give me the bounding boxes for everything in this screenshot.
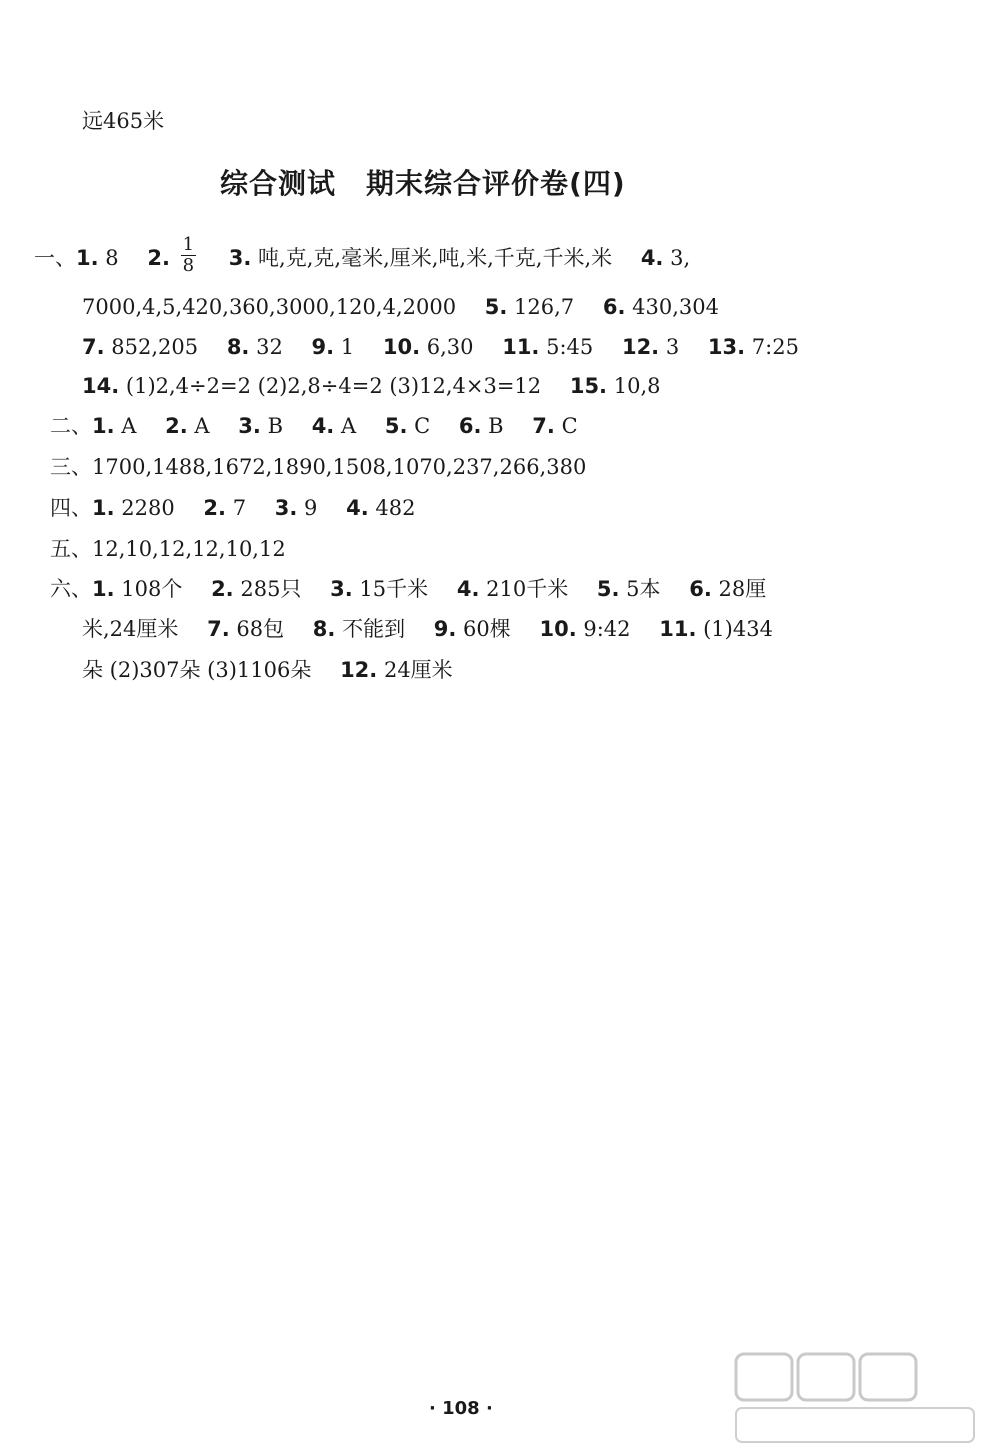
section-3-line: [50, 452, 586, 482]
answer: 9: [304, 496, 318, 520]
section-1-line-1: [34, 234, 691, 280]
answer: B: [488, 414, 504, 438]
answer: 8: [105, 246, 119, 270]
answer: 米,24厘米: [82, 617, 179, 641]
answer: 1700,1488,1672,1890,1508,1070,237,266,380: [92, 455, 587, 479]
answer: C: [414, 414, 431, 438]
answer: 9:42: [583, 617, 631, 641]
fraction-denominator: 8: [182, 255, 195, 276]
q-number: 2.: [165, 414, 188, 438]
answer: 7: [232, 496, 247, 520]
answer: 60棵: [463, 617, 511, 641]
q-number: 9.: [433, 617, 457, 641]
answer: 7:25: [751, 335, 799, 359]
q-number: 2.: [147, 246, 170, 270]
q-number: 11.: [502, 335, 540, 359]
q-number: 3.: [238, 414, 261, 438]
section-5-label: 五、: [50, 537, 92, 561]
answer: 285只: [240, 577, 302, 601]
q-number: 12.: [340, 658, 378, 682]
q-number: 3.: [228, 246, 252, 270]
q-number: 4.: [640, 246, 664, 270]
answer: (1)434: [703, 617, 773, 641]
answer: 482: [375, 496, 416, 520]
title-part-b: 期末综合评价卷(四): [366, 167, 626, 200]
title-part-a: 综合测试: [220, 167, 337, 200]
answer: 12,10,12,12,10,12: [92, 537, 286, 561]
q-number: 2.: [203, 496, 227, 520]
section-2-line: [50, 411, 578, 441]
q-number: 5.: [384, 414, 408, 438]
section-2-label: 二、: [50, 414, 92, 438]
q-number: 1.: [92, 414, 115, 438]
q-number: 9.: [311, 335, 335, 359]
section-5-line: [50, 534, 286, 564]
q-number: 4.: [456, 577, 480, 601]
answer: 朵 (2)307朵 (3)1106朵: [82, 658, 312, 682]
page-number: · 108 ·: [429, 1398, 493, 1419]
answer: B: [267, 414, 283, 438]
answer: 3: [665, 335, 680, 359]
q-number: 1.: [92, 496, 115, 520]
answer: 852,205: [111, 335, 199, 359]
section-1-label: 一、: [34, 246, 76, 270]
answer: 68包: [236, 617, 285, 641]
answer: 不能到: [342, 617, 406, 641]
section-1-line-3: [82, 332, 799, 362]
fraction-numerator: 1: [182, 234, 195, 255]
previous-answer-tail: 远465米: [82, 109, 165, 133]
q-number: 10.: [382, 335, 421, 359]
watermark-logo: [730, 1350, 980, 1446]
answer: A: [194, 414, 210, 438]
answer: (1)2,4÷2=2 (2)2,8÷4=2 (3)12,4×3=12: [125, 374, 542, 398]
answer: 3,: [670, 246, 691, 270]
answer: A: [121, 414, 137, 438]
answer: 108个: [121, 577, 183, 601]
section-4-line: [50, 493, 415, 523]
answer: 15千米: [359, 577, 429, 601]
q-number: 4.: [346, 496, 369, 520]
section-1-line-4: [82, 371, 660, 401]
q-number: 3.: [274, 496, 298, 520]
q-number: 6.: [602, 295, 626, 319]
section-1-line-2: [82, 292, 719, 322]
answer: 吨,克,克,毫米,厘米,吨,米,千克,千米,米: [258, 246, 613, 270]
q-number: 1.: [76, 246, 99, 270]
q-number: 8.: [226, 335, 250, 359]
q-number: 15.: [569, 374, 608, 398]
answer: 2280: [121, 496, 175, 520]
answer: 24厘米: [383, 658, 453, 682]
answer: 6,30: [426, 335, 474, 359]
section-6-line-1: [50, 574, 766, 604]
section-3-label: 三、: [50, 455, 92, 479]
q-number: 3.: [330, 577, 353, 601]
q-number: 10.: [539, 617, 577, 641]
q-number: 4.: [311, 414, 335, 438]
answer: 10,8: [613, 374, 661, 398]
q-number: 6.: [689, 577, 712, 601]
q-number: 7.: [532, 414, 555, 438]
q-number: 7.: [207, 617, 230, 641]
section-4-label: 四、: [50, 496, 92, 520]
q-number: 12.: [621, 335, 660, 359]
section-6-label: 六、: [50, 577, 92, 601]
q-number: 1.: [92, 577, 115, 601]
answer: 126,7: [514, 295, 575, 319]
section-6-line-2: [82, 614, 773, 644]
answer: 5本: [626, 577, 661, 601]
section-title: [220, 162, 626, 202]
q-number: 14.: [82, 374, 120, 398]
answer: A: [340, 414, 357, 438]
q-number: 5.: [596, 577, 620, 601]
answer: 7000,4,5,420,360,3000,120,4,2000: [82, 295, 457, 319]
q-number: 13.: [707, 335, 746, 359]
answer: 210千米: [486, 577, 569, 601]
q-number: 7.: [82, 335, 105, 359]
answer: C: [561, 414, 578, 438]
section-6-line-3: [82, 655, 453, 685]
answer: 430,304: [632, 295, 719, 319]
q-number: 6.: [458, 414, 482, 438]
q-number: 5.: [484, 295, 508, 319]
answer: 5:45: [546, 335, 594, 359]
answer: 1: [340, 335, 355, 359]
q-number: 2.: [211, 577, 234, 601]
q-number: 8.: [312, 617, 336, 641]
answer: 32: [256, 335, 283, 359]
fraction: [181, 235, 196, 276]
q-number: 11.: [659, 617, 697, 641]
answer: 28厘: [718, 577, 767, 601]
